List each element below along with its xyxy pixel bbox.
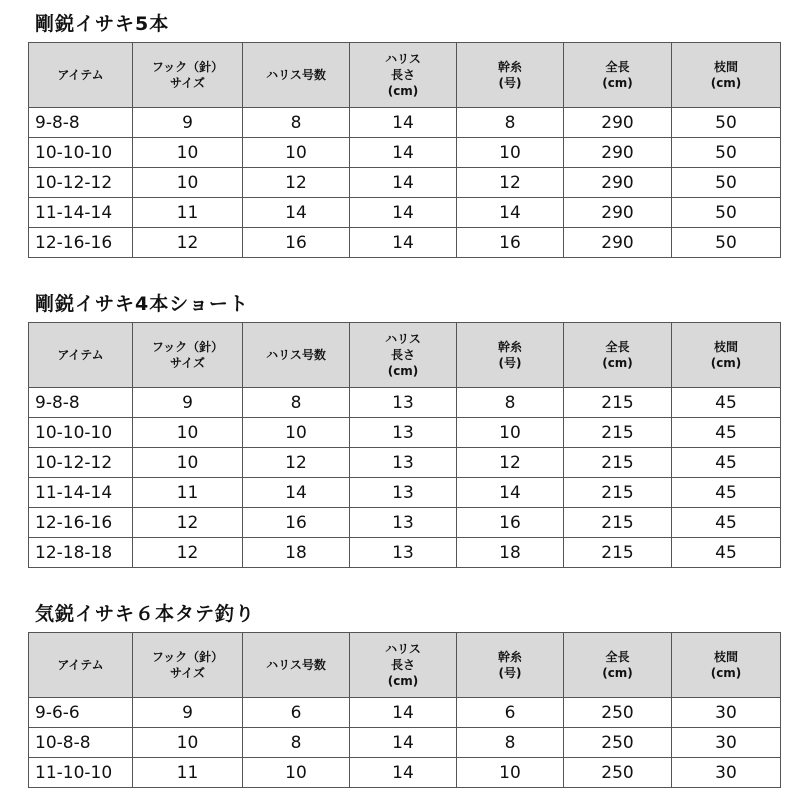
header-branch-spacing — [672, 323, 781, 388]
cell-hook-size: 10 — [133, 728, 243, 758]
cell-main-line: 6 — [457, 698, 564, 728]
cell-harisu-length: 13 — [350, 508, 457, 538]
header-text-line: サイズ — [169, 356, 206, 370]
cell-total-length: 250 — [564, 758, 672, 788]
cell-harisu-length: 13 — [350, 448, 457, 478]
header-text-line: アイテム — [57, 658, 104, 672]
header-text-line: 幹糸 — [497, 340, 522, 354]
cell-harisu-length: 13 — [350, 418, 457, 448]
cell-harisu-number: 10 — [243, 138, 350, 168]
cell-hook-size: 9 — [133, 698, 243, 728]
cell-harisu-number: 8 — [243, 728, 350, 758]
header-text-line: (cm) — [710, 76, 742, 90]
cell-total-length: 250 — [564, 698, 672, 728]
table-row — [29, 228, 781, 258]
cell-harisu-length: 14 — [350, 698, 457, 728]
header-row — [29, 43, 781, 108]
cell-main-line: 8 — [457, 388, 564, 418]
cell-hook-size: 9 — [133, 388, 243, 418]
cell-branch-spacing: 45 — [672, 418, 781, 448]
cell-item: 10-10-10 — [29, 418, 133, 448]
header-row — [29, 323, 781, 388]
header-text-line: 全長 — [605, 60, 630, 74]
cell-main-line: 12 — [457, 448, 564, 478]
cell-total-length: 215 — [564, 418, 672, 448]
header-hook-size — [133, 323, 243, 388]
table-row — [29, 138, 781, 168]
cell-harisu-number: 12 — [243, 448, 350, 478]
header-text-line: 長さ — [390, 68, 415, 82]
header-main-line — [457, 633, 564, 698]
cell-item: 10-10-10 — [29, 138, 133, 168]
cell-main-line: 10 — [457, 138, 564, 168]
spec-section-2 — [28, 292, 780, 572]
header-main-line — [457, 323, 564, 388]
cell-main-line: 14 — [457, 478, 564, 508]
cell-item: 11-14-14 — [29, 198, 133, 228]
cell-total-length: 290 — [564, 108, 672, 138]
table-row — [29, 538, 781, 568]
header-total-length — [564, 43, 672, 108]
table-row — [29, 698, 781, 728]
table-row — [29, 758, 781, 788]
cell-hook-size: 11 — [133, 758, 243, 788]
header-harisu-length — [350, 323, 457, 388]
cell-hook-size: 11 — [133, 478, 243, 508]
table-row — [29, 168, 781, 198]
cell-harisu-number: 14 — [243, 478, 350, 508]
header-text-line: ハリス — [385, 642, 421, 656]
header-branch-spacing — [672, 633, 781, 698]
cell-harisu-length: 14 — [350, 758, 457, 788]
header-text-line: ハリス号数 — [266, 658, 326, 672]
header-text-line: ハリス — [385, 52, 421, 66]
header-harisu-number — [243, 323, 350, 388]
header-text-line: (号) — [498, 666, 522, 680]
cell-branch-spacing: 30 — [672, 728, 781, 758]
cell-total-length: 290 — [564, 228, 672, 258]
header-text-line: ハリス — [385, 332, 421, 346]
header-text-line: (cm) — [387, 84, 419, 98]
cell-branch-spacing: 45 — [672, 388, 781, 418]
cell-main-line: 8 — [457, 728, 564, 758]
header-text-line: 幹糸 — [497, 60, 522, 74]
header-main-line — [457, 43, 564, 108]
header-total-length — [564, 633, 672, 698]
cell-harisu-number: 10 — [243, 418, 350, 448]
cell-total-length: 215 — [564, 538, 672, 568]
cell-item: 10-8-8 — [29, 728, 133, 758]
cell-main-line: 14 — [457, 198, 564, 228]
cell-hook-size: 10 — [133, 168, 243, 198]
cell-total-length: 215 — [564, 478, 672, 508]
cell-total-length: 215 — [564, 448, 672, 478]
header-text-line: 長さ — [390, 348, 415, 362]
table-row — [29, 508, 781, 538]
cell-item: 9-8-8 — [29, 388, 133, 418]
header-text-line: (cm) — [602, 356, 633, 370]
header-text-line: 枝間 — [713, 340, 738, 354]
cell-branch-spacing: 45 — [672, 448, 781, 478]
cell-total-length: 290 — [564, 198, 672, 228]
header-text-line: (cm) — [602, 76, 633, 90]
cell-harisu-number: 8 — [243, 388, 350, 418]
cell-harisu-length: 13 — [350, 538, 457, 568]
header-row — [29, 633, 781, 698]
cell-hook-size: 10 — [133, 418, 243, 448]
cell-item: 11-10-10 — [29, 758, 133, 788]
cell-item: 12-18-18 — [29, 538, 133, 568]
cell-main-line: 16 — [457, 228, 564, 258]
header-harisu-number — [243, 43, 350, 108]
cell-harisu-number: 18 — [243, 538, 350, 568]
table-row — [29, 728, 781, 758]
table-row — [29, 478, 781, 508]
header-harisu-length — [350, 633, 457, 698]
header-text-line: サイズ — [169, 666, 206, 680]
header-text-line: フック（針） — [151, 650, 224, 664]
spec-table-1 — [28, 42, 781, 258]
table-row — [29, 198, 781, 228]
header-hook-size — [133, 43, 243, 108]
cell-branch-spacing: 30 — [672, 758, 781, 788]
cell-harisu-length: 13 — [350, 478, 457, 508]
cell-total-length: 215 — [564, 388, 672, 418]
cell-harisu-number: 16 — [243, 508, 350, 538]
cell-harisu-length: 14 — [350, 228, 457, 258]
cell-total-length: 290 — [564, 168, 672, 198]
cell-item: 9-8-8 — [29, 108, 133, 138]
cell-hook-size: 10 — [133, 138, 243, 168]
header-text-line: (cm) — [602, 666, 633, 680]
header-text-line: (号) — [498, 76, 522, 90]
cell-harisu-length: 14 — [350, 138, 457, 168]
header-item — [29, 43, 133, 108]
cell-hook-size: 12 — [133, 538, 243, 568]
cell-item: 12-16-16 — [29, 228, 133, 258]
cell-branch-spacing: 50 — [672, 228, 781, 258]
header-text-line: (cm) — [387, 674, 419, 688]
spec-table-3 — [28, 632, 781, 788]
cell-harisu-number: 8 — [243, 108, 350, 138]
cell-main-line: 12 — [457, 168, 564, 198]
section-title-2: 剛鋭イサキ4本ショート — [35, 293, 249, 315]
cell-branch-spacing: 45 — [672, 538, 781, 568]
header-text-line: (cm) — [710, 356, 742, 370]
header-text-line: (cm) — [387, 364, 419, 378]
cell-hook-size: 12 — [133, 508, 243, 538]
cell-main-line: 10 — [457, 418, 564, 448]
header-text-line: フック（針） — [151, 60, 224, 74]
cell-branch-spacing: 50 — [672, 168, 781, 198]
header-branch-spacing — [672, 43, 781, 108]
cell-main-line: 8 — [457, 108, 564, 138]
cell-harisu-length: 14 — [350, 728, 457, 758]
cell-branch-spacing: 45 — [672, 508, 781, 538]
cell-harisu-number: 10 — [243, 758, 350, 788]
cell-item: 10-12-12 — [29, 448, 133, 478]
spec-table-2 — [28, 322, 781, 568]
cell-total-length: 215 — [564, 508, 672, 538]
cell-branch-spacing: 50 — [672, 108, 781, 138]
header-text-line: 枝間 — [713, 60, 738, 74]
cell-item: 9-6-6 — [29, 698, 133, 728]
cell-hook-size: 11 — [133, 198, 243, 228]
cell-branch-spacing: 50 — [672, 138, 781, 168]
header-text-line: アイテム — [57, 348, 104, 362]
section-title-1: 剛鋭イサキ5本 — [35, 13, 170, 35]
cell-harisu-length: 14 — [350, 108, 457, 138]
header-total-length — [564, 323, 672, 388]
cell-harisu-number: 12 — [243, 168, 350, 198]
cell-hook-size: 9 — [133, 108, 243, 138]
header-harisu-number — [243, 633, 350, 698]
spec-section-3 — [28, 602, 780, 792]
table-row — [29, 388, 781, 418]
cell-total-length: 290 — [564, 138, 672, 168]
table-row — [29, 418, 781, 448]
table-row — [29, 108, 781, 138]
header-text-line: フック（針） — [151, 340, 224, 354]
table-row — [29, 448, 781, 478]
header-text-line: ハリス号数 — [266, 68, 326, 82]
header-text-line: 長さ — [390, 658, 415, 672]
cell-harisu-length: 14 — [350, 198, 457, 228]
cell-total-length: 250 — [564, 728, 672, 758]
cell-item: 12-16-16 — [29, 508, 133, 538]
cell-branch-spacing: 45 — [672, 478, 781, 508]
cell-branch-spacing: 30 — [672, 698, 781, 728]
header-text-line: アイテム — [57, 68, 104, 82]
header-text-line: (cm) — [710, 666, 742, 680]
cell-harisu-number: 6 — [243, 698, 350, 728]
header-text-line: 枝間 — [713, 650, 738, 664]
header-text-line: ハリス号数 — [266, 348, 326, 362]
cell-harisu-number: 16 — [243, 228, 350, 258]
cell-main-line: 16 — [457, 508, 564, 538]
cell-hook-size: 12 — [133, 228, 243, 258]
cell-item: 10-12-12 — [29, 168, 133, 198]
cell-main-line: 10 — [457, 758, 564, 788]
cell-harisu-length: 13 — [350, 388, 457, 418]
header-text-line: 全長 — [605, 650, 630, 664]
header-item — [29, 323, 133, 388]
cell-hook-size: 10 — [133, 448, 243, 478]
cell-item: 11-14-14 — [29, 478, 133, 508]
cell-harisu-number: 14 — [243, 198, 350, 228]
section-title-3: 気鋭イサキ６本タテ釣り — [35, 603, 256, 625]
header-hook-size — [133, 633, 243, 698]
header-item — [29, 633, 133, 698]
cell-main-line: 18 — [457, 538, 564, 568]
header-harisu-length — [350, 43, 457, 108]
header-text-line: 全長 — [605, 340, 630, 354]
cell-branch-spacing: 50 — [672, 198, 781, 228]
spec-section-1 — [28, 12, 780, 262]
header-text-line: (号) — [498, 356, 522, 370]
header-text-line: サイズ — [169, 76, 206, 90]
header-text-line: 幹糸 — [497, 650, 522, 664]
cell-harisu-length: 14 — [350, 168, 457, 198]
